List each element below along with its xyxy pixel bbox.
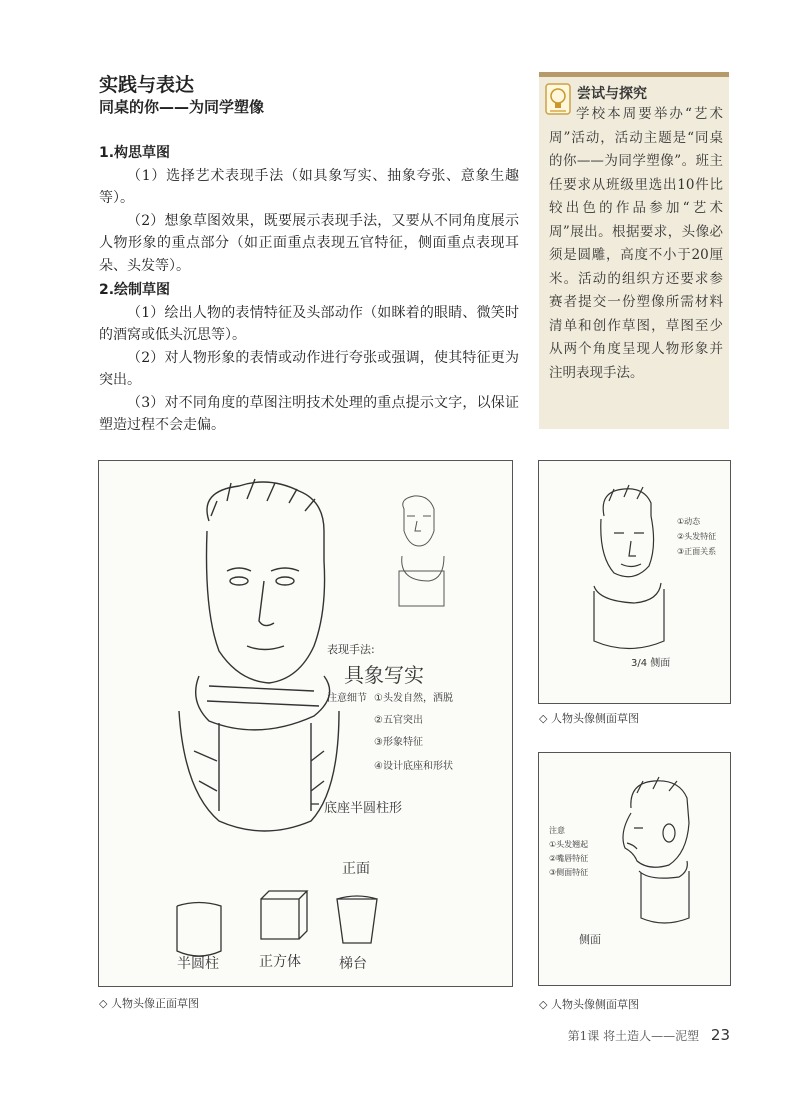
side-sketch-2-caption: ◇ 人物头像侧面草图	[539, 998, 639, 1011]
note-shape-half-cylinder: 半圆柱	[177, 956, 219, 972]
step-heading: 2.绘制草图	[99, 282, 171, 298]
step-paragraph: （2）想象草图效果，既要展示表现手法，又要从不同角度展示人物形象的重点部分（如正面重点表现五官特征，侧面重点表现耳朵、头发等）。	[99, 212, 519, 274]
note-focus-label: 注意细节	[327, 693, 367, 704]
side1-note-1: ①动态	[677, 517, 701, 526]
side2-note-0: 注意	[549, 826, 565, 835]
side-sketch-2-image	[538, 752, 731, 986]
step-heading: 1.构思草图	[99, 145, 171, 161]
section-subtitle: 同桌的你——为同学塑像	[99, 98, 265, 116]
note-base: 底座半圆柱形	[324, 801, 403, 816]
note-detail-1: ①头发自然，洒脱	[374, 693, 453, 704]
sidebar-title: 尝试与探究	[577, 86, 647, 102]
explore-sidebar	[539, 72, 729, 429]
section-title: 实践与表达	[99, 74, 195, 96]
note-detail-3: ③形象特征	[374, 737, 423, 748]
side2-note-2: ②嘴唇特征	[549, 854, 589, 863]
front-portrait-sketch	[99, 461, 512, 986]
note-method-label: 表现手法:	[327, 643, 375, 656]
note-method: 具象写实	[344, 663, 424, 687]
page-footer	[568, 1026, 730, 1044]
side1-note-3: ③正面关系	[677, 547, 717, 556]
note-shape-trapezoid: 梯台	[339, 956, 367, 972]
sidebar-text: 学校本周要举办“艺术周”活动，活动主题是“同桌的你——为同学塑像”。班主任要求从班级里选出10件比较出色的作品参加“艺术周”展出。根据要求，头像必须是圆雕，高度不小于20厘米。活动的组织方还要求参赛者提交一份塑像所需材料清单和创作草图，草图至少从两个角度呈现人物形象并注明表现手法。	[549, 106, 723, 381]
step-paragraph: （1）绘出人物的表情特征及头部动作（如眯着的眼睛、微笑时的酒窝或低头沉思等）。	[99, 304, 519, 343]
instructions	[99, 140, 519, 437]
lesson-title: 第1课 将土造人——泥塑	[567, 1029, 700, 1043]
side1-view-label: 3/4 侧面	[631, 658, 671, 669]
side2-note-1: ①头发翘起	[549, 840, 589, 849]
step-paragraph: （2）对人物形象的表情或动作进行夸张或强调，使其特征更为突出。	[99, 349, 519, 388]
front-sketch-caption: ◇ 人物头像正面草图	[99, 997, 199, 1010]
front-sketch-image	[98, 460, 513, 987]
note-detail-2: ②五官突出	[374, 715, 423, 726]
note-shape-cube: 正方体	[259, 954, 301, 970]
page-number: 23	[710, 1026, 730, 1044]
side1-note-2: ②头发特征	[677, 532, 717, 541]
step-paragraph: （1）选择艺术表现手法（如具象写实、抽象夸张、意象生趣等）。	[99, 167, 519, 206]
side2-view-label: 侧面	[579, 933, 601, 946]
side2-note-3: ③侧面特征	[549, 868, 589, 877]
step-paragraph: （3）对不同角度的草图注明技术处理的重点提示文字，以保证塑造过程不会走偏。	[99, 394, 519, 433]
side-sketch-1-caption: ◇ 人物头像侧面草图	[539, 712, 639, 725]
side-sketch-1-image	[538, 460, 731, 704]
note-detail-4: ④设计底座和形状	[374, 761, 453, 772]
note-front-view: 正面	[342, 861, 370, 877]
